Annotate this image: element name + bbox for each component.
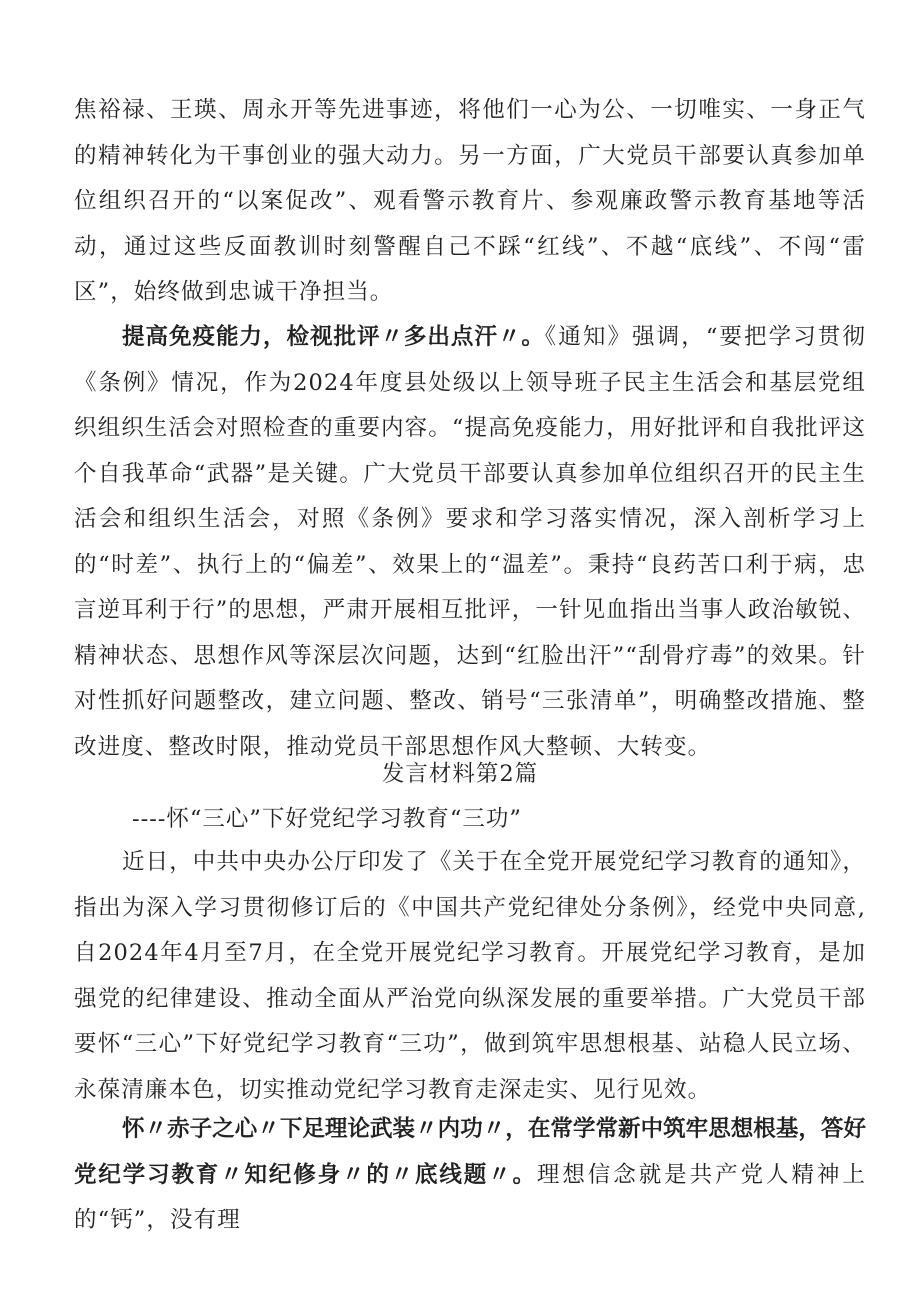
paragraph-3-text: 近日，中共中央办公厅印发了《关于在全党开展党纪学习教育的通知》，指出为深入学习贯彻修订后的《中国共产党纪律处分条例》，经党中央同意,自2024年4月至7月，在全党开展党纪学习教育。开展党纪学习教育，是加强党的纪律建设、推动全面从严治党向纵深发展的重要举措。广大党员干部要怀“三心”下好党纪学习教育“三功”，做到筑牢思想根基、站稳人民立场、永葆清廉本色，切实推动党纪学习教育走深走实、见行见效。 — [74, 849, 866, 1103]
section-title: 发言材料第2篇 — [381, 761, 539, 787]
paragraph-2-heading: 提高免疫能力，检视批评〃多出点汗〃。 — [122, 324, 545, 350]
paragraph-4 — [74, 1107, 866, 1244]
paragraph-1 — [74, 88, 866, 316]
paragraph-4-heading: 怀〃赤子之心〃下足理论武装〃内功〃，在常学常新中筑牢思想根基，答好党纪学习教育〃知纪修身〃的〃底线题〃。 — [74, 1116, 866, 1188]
paragraph-3 — [74, 840, 866, 1113]
paragraph-2 — [74, 315, 866, 770]
paragraph-1-text: 焦裕禄、王瑛、周永开等先进事迹，将他们一心为公、一切唯实、一身正气的精神转化为干事创业的强大动力。另一方面，广大党员干部要认真参加单位组织召开的“以案促改”、观看警示教育片、参观廉政警示教育基地等活动，通过这些反面教训时刻警醒自己不踩“红线”、不越“底线”、不闯“雷区”，始终做到忠诚干净担当。 — [74, 97, 866, 305]
paragraph-2-body: 《通知》强调，“要把学习贯彻《条例》情况，作为2024年度县处级以上领导班子民主生活会和基层党组织组织生活会对照检查的重要内容。“提高免疫能力，用好批评和自我批评这个自我革命“武器”是关键。广大党员干部要认真参加单位组织召开的民主生活会和组织生活会，对照《条例》要求和学习落实情况，深入剖析学习上的“时差”、执行上的“偏差”、效果上的“温差”。秉持“良药苦口利于病，忠言逆耳利于行”的思想，严肃开展相互批评，一针见血指出当事人政治敏锐、精神状态、思想作风等深层次问题，达到“红脸出汗”“刮骨疗毒”的效果。针对性抓好问题整改，建立问题、整改、销号“三张清单”，明确整改措施、整改进度、整改时限，推动党员干部思想作风大整顿、大转变。 — [74, 324, 866, 760]
section-subtitle: ----怀“三心”下好党纪学习教育“三功” — [132, 806, 522, 832]
paragraph-4-body: 理想信念就是共产党人精神上的“钙”，没有理 — [74, 1161, 866, 1233]
